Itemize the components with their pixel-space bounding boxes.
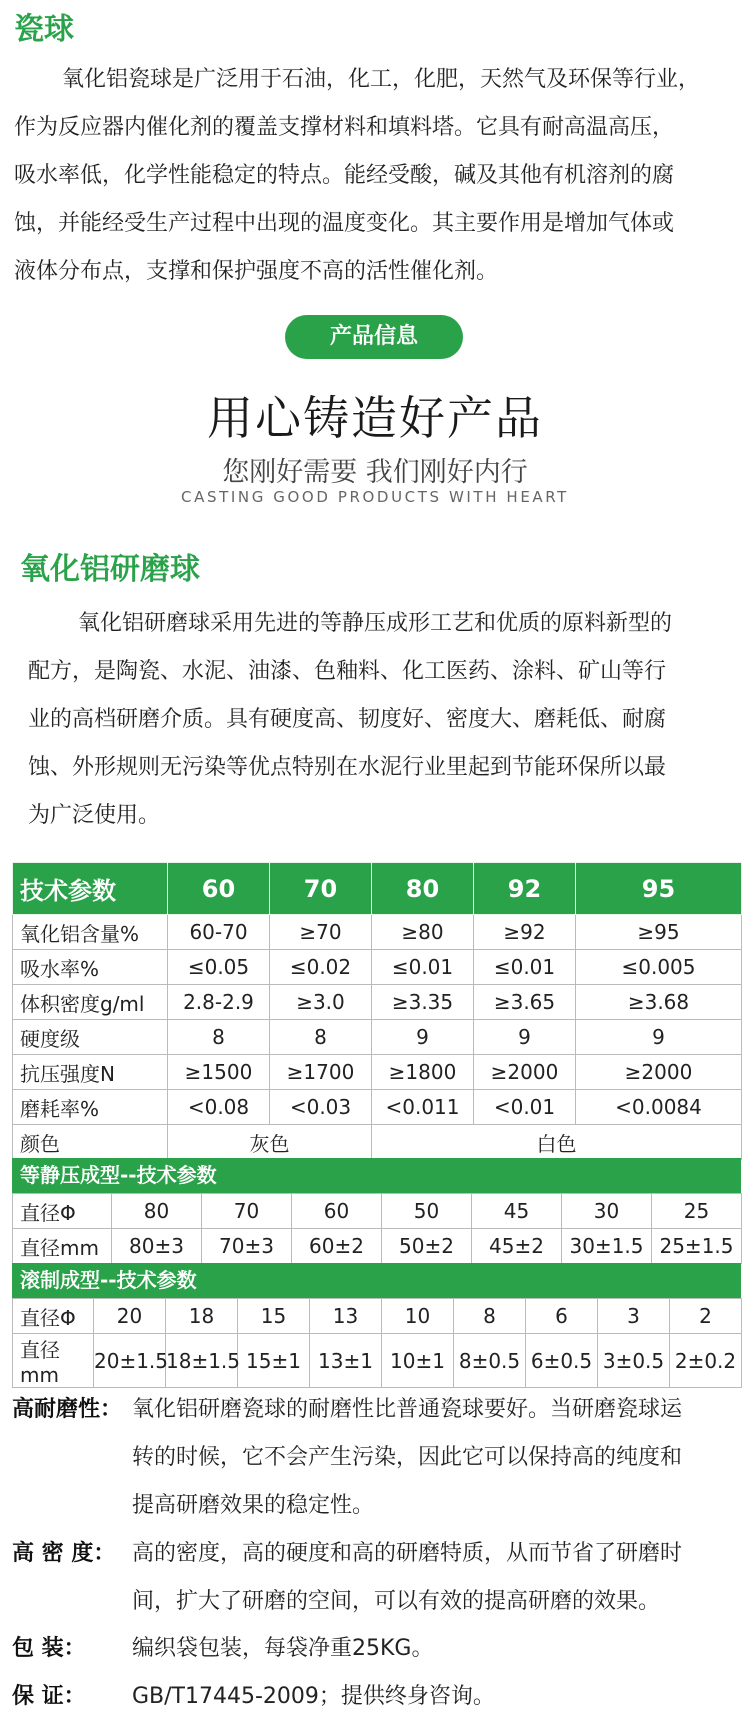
table-cell: 18±1.5 bbox=[166, 1334, 238, 1388]
table-cell: ≤0.01 bbox=[372, 950, 474, 985]
table-row bbox=[13, 950, 742, 985]
table-cell: <0.03 bbox=[270, 1090, 372, 1125]
rolling-band: 滚制成型--技术参数 bbox=[12, 1263, 741, 1298]
rolling-table bbox=[12, 1298, 742, 1388]
isostatic-band: 等静压成型--技术参数 bbox=[12, 1158, 741, 1193]
feature-line: 提高研磨效果的稳定性。 bbox=[132, 1493, 375, 1518]
header-cell: 80 bbox=[372, 863, 474, 915]
feature-high-density bbox=[12, 1530, 742, 1626]
header-cell: 技术参数 bbox=[13, 863, 168, 915]
table-row bbox=[13, 1229, 742, 1264]
feature-packaging bbox=[12, 1625, 742, 1673]
table-cell: 70 bbox=[202, 1194, 292, 1229]
intro-paragraph bbox=[14, 56, 746, 296]
table-cell: 9 bbox=[474, 1020, 576, 1055]
table-cell: 20±1.5 bbox=[94, 1334, 166, 1388]
slogan-subtitle: 您刚好需要 我们刚好内行 bbox=[222, 457, 528, 488]
isostatic-table bbox=[12, 1193, 742, 1264]
table-cell: 60-70 bbox=[168, 915, 270, 950]
feature-label: 保 证： bbox=[12, 1684, 86, 1709]
row-label: 颜色 bbox=[13, 1125, 168, 1160]
table-cell: 8 bbox=[270, 1020, 372, 1055]
table-cell: ≥1700 bbox=[270, 1055, 372, 1090]
slogan-heading: 用心铸造好产品 bbox=[207, 391, 543, 445]
table-row bbox=[13, 1299, 742, 1334]
table-cell: ≥3.35 bbox=[372, 985, 474, 1020]
section-title-ceramic-ball: 瓷球 bbox=[14, 12, 74, 47]
para-line: 为广泛使用。 bbox=[28, 803, 161, 828]
table-cell: ≥80 bbox=[372, 915, 474, 950]
section-title-grinding-ball: 氧化铝研磨球 bbox=[20, 552, 200, 587]
feature-line: 转的时候，它不会产生污染，因此它可以保持高的纯度和 bbox=[132, 1445, 683, 1470]
para-line: 液体分布点，支撑和保护强度不高的活性催化剂。 bbox=[14, 259, 499, 284]
para-line: 蚀，并能经受生产过程中出现的温度变化。其主要作用是增加气体或 bbox=[14, 211, 675, 236]
table-cell: ≥3.68 bbox=[576, 985, 742, 1020]
table-cell: 30±1.5 bbox=[562, 1229, 652, 1264]
table-row bbox=[13, 985, 742, 1020]
table-cell: <0.011 bbox=[372, 1090, 474, 1125]
para-line: 吸水率低，化学性能稳定的特点。能经受酸，碱及其他有机溶剂的腐 bbox=[14, 163, 675, 188]
table-cell: ≥3.0 bbox=[270, 985, 372, 1020]
table-cell: 30 bbox=[562, 1194, 652, 1229]
table-cell: 25 bbox=[652, 1194, 742, 1229]
feature-label: 包 装： bbox=[12, 1636, 86, 1661]
para-line: 作为反应器内催化剂的覆盖支撑材料和填料塔。它具有耐高温高压， bbox=[14, 115, 675, 140]
table-cell: 10±1 bbox=[382, 1334, 454, 1388]
table-cell: ≤0.005 bbox=[576, 950, 742, 985]
feature-guarantee bbox=[12, 1673, 742, 1721]
feature-label: 高耐磨性： bbox=[12, 1397, 123, 1422]
row-label: 直径Φ bbox=[13, 1299, 94, 1334]
table-cell: 80 bbox=[112, 1194, 202, 1229]
table-cell: 8 bbox=[454, 1299, 526, 1334]
para-line: 配方，是陶瓷、水泥、油漆、色釉料、化工医药、涂料、矿山等行 bbox=[28, 659, 667, 684]
table-cell: 25±1.5 bbox=[652, 1229, 742, 1264]
table-cell: ≥70 bbox=[270, 915, 372, 950]
header-cell: 70 bbox=[270, 863, 372, 915]
table-row bbox=[13, 1334, 742, 1388]
para-line: 氧化铝研磨球采用先进的等静压成形工艺和优质的原料新型的 bbox=[78, 611, 673, 636]
table-cell: 13±1 bbox=[310, 1334, 382, 1388]
feature-label: 高 密 度： bbox=[12, 1541, 116, 1566]
feature-line: 编织袋包装，每袋净重25KG。 bbox=[132, 1636, 434, 1661]
table-cell: 灰色 bbox=[168, 1125, 372, 1160]
grinding-ball-paragraph bbox=[28, 600, 738, 840]
table-cell: 8 bbox=[168, 1020, 270, 1055]
table-cell: <0.0084 bbox=[576, 1090, 742, 1125]
table-cell: 45±2 bbox=[472, 1229, 562, 1264]
header-cell: 60 bbox=[168, 863, 270, 915]
para-line: 业的高档研磨介质。具有硬度高、韧度好、密度大、磨耗低、耐腐 bbox=[28, 707, 667, 732]
table-cell: ≥1500 bbox=[168, 1055, 270, 1090]
table-row bbox=[13, 1055, 742, 1090]
table-cell: ≥1800 bbox=[372, 1055, 474, 1090]
row-label: 吸水率% bbox=[13, 950, 168, 985]
feature-line: 氧化铝研磨瓷球的耐磨性比普通瓷球要好。当研磨瓷球运 bbox=[132, 1397, 683, 1422]
table-cell: 18 bbox=[166, 1299, 238, 1334]
table-cell: 15±1 bbox=[238, 1334, 310, 1388]
table-cell: 6±0.5 bbox=[526, 1334, 598, 1388]
feature-wear-resistance bbox=[12, 1386, 742, 1530]
feature-line: 间，扩大了研磨的空间，可以有效的提高研磨的效果。 bbox=[132, 1589, 661, 1614]
table-row bbox=[13, 1020, 742, 1055]
table-cell: ≤0.02 bbox=[270, 950, 372, 985]
table-cell: 9 bbox=[576, 1020, 742, 1055]
table-cell: 70±3 bbox=[202, 1229, 292, 1264]
feature-line: 高的密度，高的硬度和高的研磨特质，从而节省了研磨时 bbox=[132, 1541, 683, 1566]
header-cell: 95 bbox=[576, 863, 742, 915]
table-cell: ≥92 bbox=[474, 915, 576, 950]
table-cell: 10 bbox=[382, 1299, 454, 1334]
table-cell: <0.01 bbox=[474, 1090, 576, 1125]
row-label: 氧化铝含量% bbox=[13, 915, 168, 950]
table-cell: 2.8-2.9 bbox=[168, 985, 270, 1020]
row-label: 磨耗率% bbox=[13, 1090, 168, 1125]
table-row bbox=[13, 1125, 742, 1160]
table-row bbox=[13, 1194, 742, 1229]
table-cell: 80±3 bbox=[112, 1229, 202, 1264]
table-cell: 13 bbox=[310, 1299, 382, 1334]
row-label: 体积密度g/ml bbox=[13, 985, 168, 1020]
table-cell: 50 bbox=[382, 1194, 472, 1229]
product-info-pill: 产品信息 bbox=[285, 315, 463, 359]
table-cell: ≥2000 bbox=[576, 1055, 742, 1090]
table-row bbox=[13, 1090, 742, 1125]
row-label: 抗压强度N bbox=[13, 1055, 168, 1090]
table-cell: 60 bbox=[292, 1194, 382, 1229]
para-line: 氧化铝瓷球是广泛用于石油，化工，化肥，天然气及环保等行业， bbox=[62, 67, 701, 92]
row-label: 直径Φ bbox=[13, 1194, 112, 1229]
table-cell: 20 bbox=[94, 1299, 166, 1334]
row-label: 直径mm bbox=[13, 1334, 94, 1388]
header-cell: 92 bbox=[474, 863, 576, 915]
spec-header-row bbox=[13, 863, 742, 915]
table-cell: 9 bbox=[372, 1020, 474, 1055]
table-cell: 50±2 bbox=[382, 1229, 472, 1264]
table-row bbox=[13, 915, 742, 950]
table-cell: 2 bbox=[670, 1299, 742, 1334]
table-cell: 2±0.2 bbox=[670, 1334, 742, 1388]
table-cell: 白色 bbox=[372, 1125, 742, 1160]
table-cell: ≥2000 bbox=[474, 1055, 576, 1090]
table-cell: 45 bbox=[472, 1194, 562, 1229]
para-line: 蚀、外形规则无污染等优点特别在水泥行业里起到节能环保所以最 bbox=[28, 755, 667, 780]
table-cell: 3 bbox=[598, 1299, 670, 1334]
row-label: 硬度级 bbox=[13, 1020, 168, 1055]
table-cell: ≤0.05 bbox=[168, 950, 270, 985]
table-cell: 60±2 bbox=[292, 1229, 382, 1264]
feature-line: GB/T17445-2009；提供终身咨询。 bbox=[132, 1684, 495, 1709]
table-cell: 3±0.5 bbox=[598, 1334, 670, 1388]
table-cell: ≥95 bbox=[576, 915, 742, 950]
table-cell: ≤0.01 bbox=[474, 950, 576, 985]
table-cell: 15 bbox=[238, 1299, 310, 1334]
slogan-english: CASTING GOOD PRODUCTS WITH HEART bbox=[181, 488, 569, 506]
table-cell: 8±0.5 bbox=[454, 1334, 526, 1388]
table-cell: ≥3.65 bbox=[474, 985, 576, 1020]
spec-table bbox=[12, 862, 742, 1160]
row-label: 直径mm bbox=[13, 1229, 112, 1264]
table-cell: <0.08 bbox=[168, 1090, 270, 1125]
table-cell: 6 bbox=[526, 1299, 598, 1334]
